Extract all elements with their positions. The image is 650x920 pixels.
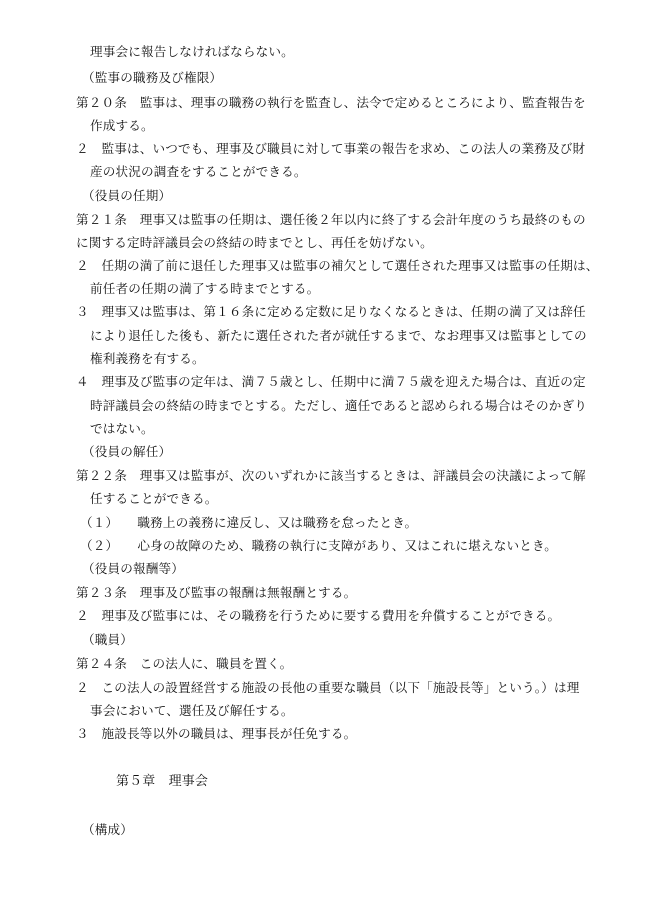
text-line: 事会において、選任及び解任する。 [90,703,294,718]
text-line: 作成する。 [90,118,154,133]
article-21-clause-4: ４ 理事及び監事の定年は、満７５歳とし、任期中に満７５歳を迎えた場合は、直近の定 [76,374,586,389]
article-22: 第２２条 理事又は監事が、次のいずれかに該当するときは、評議員会の決議によって解 [76,468,586,483]
list-item: （２） 心身の故障のため、職務の執行に支障があり、又はこれに堪えないとき。 [80,538,557,553]
article-23-clause-2: ２ 理事及び監事には、その職務を行うために要する費用を弁償することができる。 [76,608,561,623]
section-heading: （役員の解任） [82,444,172,459]
list-item: （１） 職務上の義務に違反し、又は職務を怠ったとき。 [80,515,418,530]
text-line: 権利義務を有する。 [90,351,205,366]
article-20: 第２０条 監事は、理事の職務の執行を監査し、法令で定めるところにより、監査報告を [76,95,586,110]
text-line: 任することができる。 [90,491,218,506]
article-24-clause-2: ２ この法人の設置経営する施設の長他の重要な職員（以下「施設長等」という。）は理 [76,680,580,695]
text-line: 時評議員会の終結の時までとする。ただし、適任であると認められる場合はそのかぎり [90,398,588,413]
text-line: 前任者の任期の満了する時までとする。 [90,281,320,296]
section-heading: （役員の任期） [82,188,172,203]
article-21-clause-2: ２ 任期の満了前に退任した理事又は監事の補欠として選任された理事又は監事の任期は、 [76,258,599,273]
chapter-title: 第５章 理事会 [116,774,209,789]
text-line: ではない。 [90,421,154,436]
section-heading: （構成） [82,822,133,837]
article-20-clause-2: ２ 監事は、いつでも、理事及び職員に対して事業の報告を求め、この法人の業務及び財 [76,141,586,156]
article-21: 第２１条 理事又は監事の任期は、選任後２年以内に終了する会計年度のうち最終のもの [76,212,586,227]
article-21-clause-3: ３ 理事又は監事は、第１６条に定める定数に足りなくなるときは、任期の満了又は辞任 [76,304,586,319]
text-line: 理事会に報告しなければならない。 [90,44,294,59]
section-heading: （監事の職務及び権限） [82,70,223,85]
section-heading: （役員の報酬等） [82,561,184,576]
text-line: により退任した後も、新たに選任された者が就任するまで、なお理事又は監事としての [90,328,587,343]
section-heading: （職員） [82,632,133,647]
article-24: 第２４条 この法人に、職員を置く。 [76,656,293,671]
text-line: 産の状況の調査をすることができる。 [90,164,307,179]
article-23: 第２３条 理事及び監事の報酬は無報酬とする。 [76,585,357,600]
article-24-clause-3: ３ 施設長等以外の職員は、理事長が任免する。 [76,726,357,741]
text-line: に関する定時評議員会の終結の時までとし、再任を妨げない。 [76,235,433,250]
